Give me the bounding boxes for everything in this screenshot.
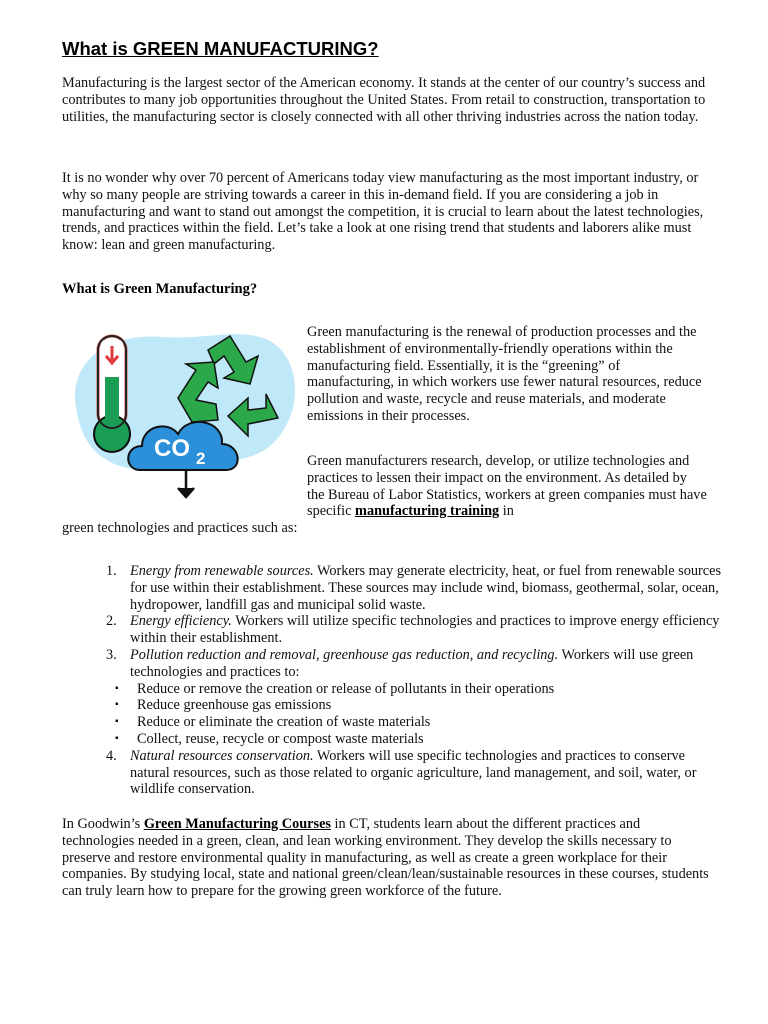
- sub-list-text: Collect, reuse, recycle or compost waste materials: [137, 730, 424, 747]
- green-manufacturing-courses-link[interactable]: Green Manufacturing Courses: [143, 816, 331, 832]
- pollution-sub-list: [62, 681, 722, 748]
- side-paragraph-2-continuation: green technologies and practices such as:: [62, 520, 298, 536]
- list-item: [62, 613, 722, 647]
- green-manufacturing-illustration: [68, 322, 298, 502]
- list-item: [62, 563, 722, 613]
- co2-subscript: 2: [196, 449, 206, 468]
- sub-list-item: [62, 681, 722, 698]
- green-practices-list: [62, 563, 722, 798]
- page-title: What is GREEN MANUFACTURING?: [62, 38, 379, 59]
- thermometer-icon: [94, 336, 130, 452]
- side-paragraph-2-after: in: [499, 503, 514, 520]
- list-item-title: Energy efficiency.: [130, 613, 232, 630]
- list-item-text: Workers will use specific technologies and practices to conserve natural resources, such as those related to organic agriculture, land management, and soil, water, or wildlife conservation.: [130, 747, 697, 798]
- intro-paragraph-1: Manufacturing is the largest sector of the American economy. It stands at the center of our country’s success and contributes to many job opportunities throughout the United States. From retail to construction, transportation to utilities, the manufacturing sector is closely connected with all other thriving industries across the nation today.: [62, 75, 706, 125]
- list-number: 3.: [106, 646, 117, 663]
- sub-list-item: [62, 714, 722, 731]
- intro-paragraph-2: It is no wonder why over 70 percent of Americans today view manufacturing as the most important industry, or why so many people are striving towards a career in this in-demand field. If you are considering a job in manufacturing and want to stand out amongst the competition, it is crucial to learn about the latest technologies, trends, and practices within the field. Let’s take a look at one rising trend that students and laborers alike must know: lean and green manufacturing.: [62, 170, 704, 254]
- bullet-icon: ▪: [115, 716, 119, 728]
- sub-list-item: [62, 731, 722, 748]
- closing-text-after: in CT, students learn about the different practices and technologies needed in a green, clean, and lean working environment. They develop the skills necessary to preserve and restore environmental quality in manufacturing, as well as create a green workplace for their companies. By studying local, state and national green/clean/lean/sustainable resources in these courses, students can truly learn how to prepare for the growing green workforce of the future.: [62, 816, 709, 900]
- sub-list-text: Reduce greenhouse gas emissions: [137, 697, 332, 714]
- side-paragraph-2-text: Green manufacturers research, develop, or utilize technologies and practices to lessen their impact on the environment. As detailed by the Bureau of Labor Statistics, workers at green companies must have specific: [307, 453, 707, 520]
- bullet-icon: ▪: [115, 732, 119, 744]
- down-arrow-icon: [178, 470, 194, 497]
- list-item: [62, 647, 722, 681]
- sub-list-text: Reduce or remove the creation or release of pollutants in their operations: [137, 680, 555, 697]
- side-paragraph-1: Green manufacturing is the renewal of production processes and the establishment of environmentally-friendly operations within the manufacturing field. Essentially, it is the “greening” of manufacturing, in which workers use fewer natural resources, reduce pollution and waste, recycle and reuse materials, and moderate emissions in their processes.: [307, 324, 702, 424]
- manufacturing-training-link[interactable]: manufacturing training: [355, 503, 500, 520]
- bullet-icon: ▪: [115, 682, 119, 694]
- sub-list-text: Reduce or eliminate the creation of waste materials: [137, 714, 431, 731]
- section-subheading: What is Green Manufacturing?: [62, 281, 258, 297]
- co2-text: CO: [154, 435, 190, 462]
- list-item-text: Workers will use green technologies and practices to:: [130, 646, 694, 680]
- closing-paragraph: [62, 816, 712, 900]
- list-item-title: Natural resources conservation.: [130, 747, 314, 764]
- list-item-text: Workers may generate electricity, heat, or fuel from renewable sources for use within their establishment. These sources may include wind, biomass, geothermal, solar, ocean, hydropower, landfill gas and municipal solid waste.: [130, 563, 722, 613]
- closing-text-before: In Goodwin’s: [62, 816, 144, 832]
- list-number: 4.: [106, 747, 117, 764]
- bullet-icon: ▪: [115, 699, 119, 711]
- list-number: 2.: [106, 613, 117, 630]
- list-item-text: Workers will utilize specific technologies and practices to improve energy efficiency within their establishment.: [130, 613, 720, 647]
- sub-list-item: [62, 697, 722, 714]
- list-item: [62, 748, 722, 798]
- sub-list-container: [62, 681, 722, 748]
- list-item-title: Energy from renewable sources.: [130, 563, 314, 579]
- list-number: 1.: [106, 563, 117, 579]
- side-paragraph-2: [307, 453, 707, 520]
- list-item-title: Pollution reduction and removal, greenhouse gas reduction, and recycling.: [130, 646, 559, 663]
